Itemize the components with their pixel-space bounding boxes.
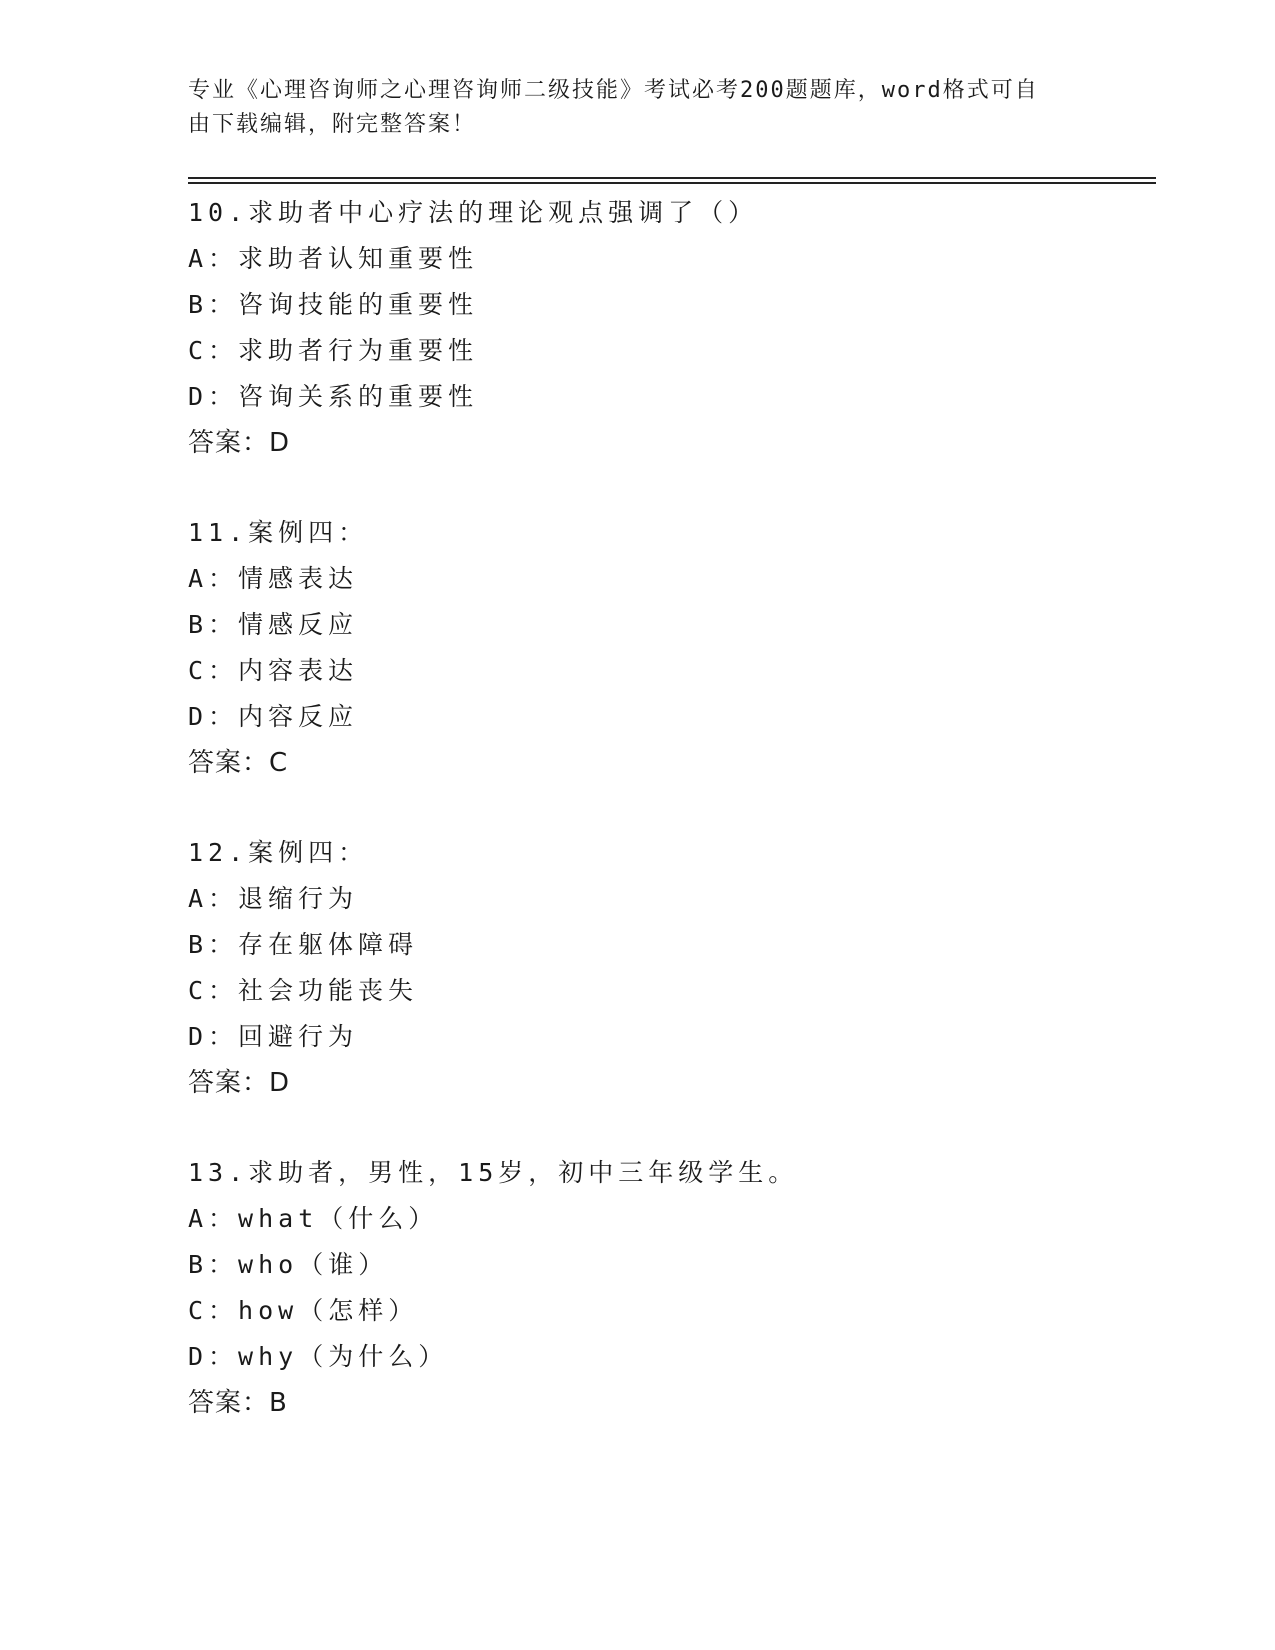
header-line-1: 专业《心理咨询师之心理咨询师二级技能》考试必考200题题库，word格式可自	[188, 78, 1039, 103]
option-c: C：how（怎样）	[188, 1296, 419, 1325]
option-d: D：内容反应	[188, 702, 359, 731]
answer-line: 答案：D	[188, 428, 291, 458]
option-b: B：咨询技能的重要性	[188, 290, 479, 319]
document-header	[188, 74, 1088, 142]
answer-line: 答案：C	[188, 748, 289, 778]
question-stem: 10.求助者中心疗法的理论观点强调了（）	[188, 198, 759, 227]
option-d: D：回避行为	[188, 1022, 359, 1051]
option-a: A：求助者认知重要性	[188, 244, 479, 273]
question-stem: 13.求助者，男性，15岁，初中三年级学生。	[188, 1158, 799, 1187]
answer-line: 答案：D	[188, 1068, 291, 1098]
option-a: A：退缩行为	[188, 884, 359, 913]
question-12	[188, 830, 1148, 1150]
header-line-2: 由下载编辑，附完整答案！	[188, 112, 477, 137]
question-stem: 12.案例四：	[188, 838, 369, 867]
option-c: C：社会功能丧失	[188, 976, 419, 1005]
question-13	[188, 1150, 1148, 1470]
option-b: B：who（谁）	[188, 1250, 389, 1279]
option-b: B：存在躯体障碍	[188, 930, 419, 959]
question-list	[188, 190, 1148, 1470]
question-10	[188, 190, 1148, 510]
question-11	[188, 510, 1148, 830]
question-stem: 11.案例四：	[188, 518, 369, 547]
option-b: B：情感反应	[188, 610, 359, 639]
option-d: D：why（为什么）	[188, 1342, 449, 1371]
option-a: A：what（什么）	[188, 1204, 439, 1233]
option-a: A：情感表达	[188, 564, 359, 593]
option-c: C：内容表达	[188, 656, 359, 685]
header-divider-top	[188, 177, 1156, 179]
option-d: D：咨询关系的重要性	[188, 382, 479, 411]
option-c: C：求助者行为重要性	[188, 336, 479, 365]
header-divider-bottom	[188, 182, 1156, 184]
answer-line: 答案：B	[188, 1388, 288, 1418]
